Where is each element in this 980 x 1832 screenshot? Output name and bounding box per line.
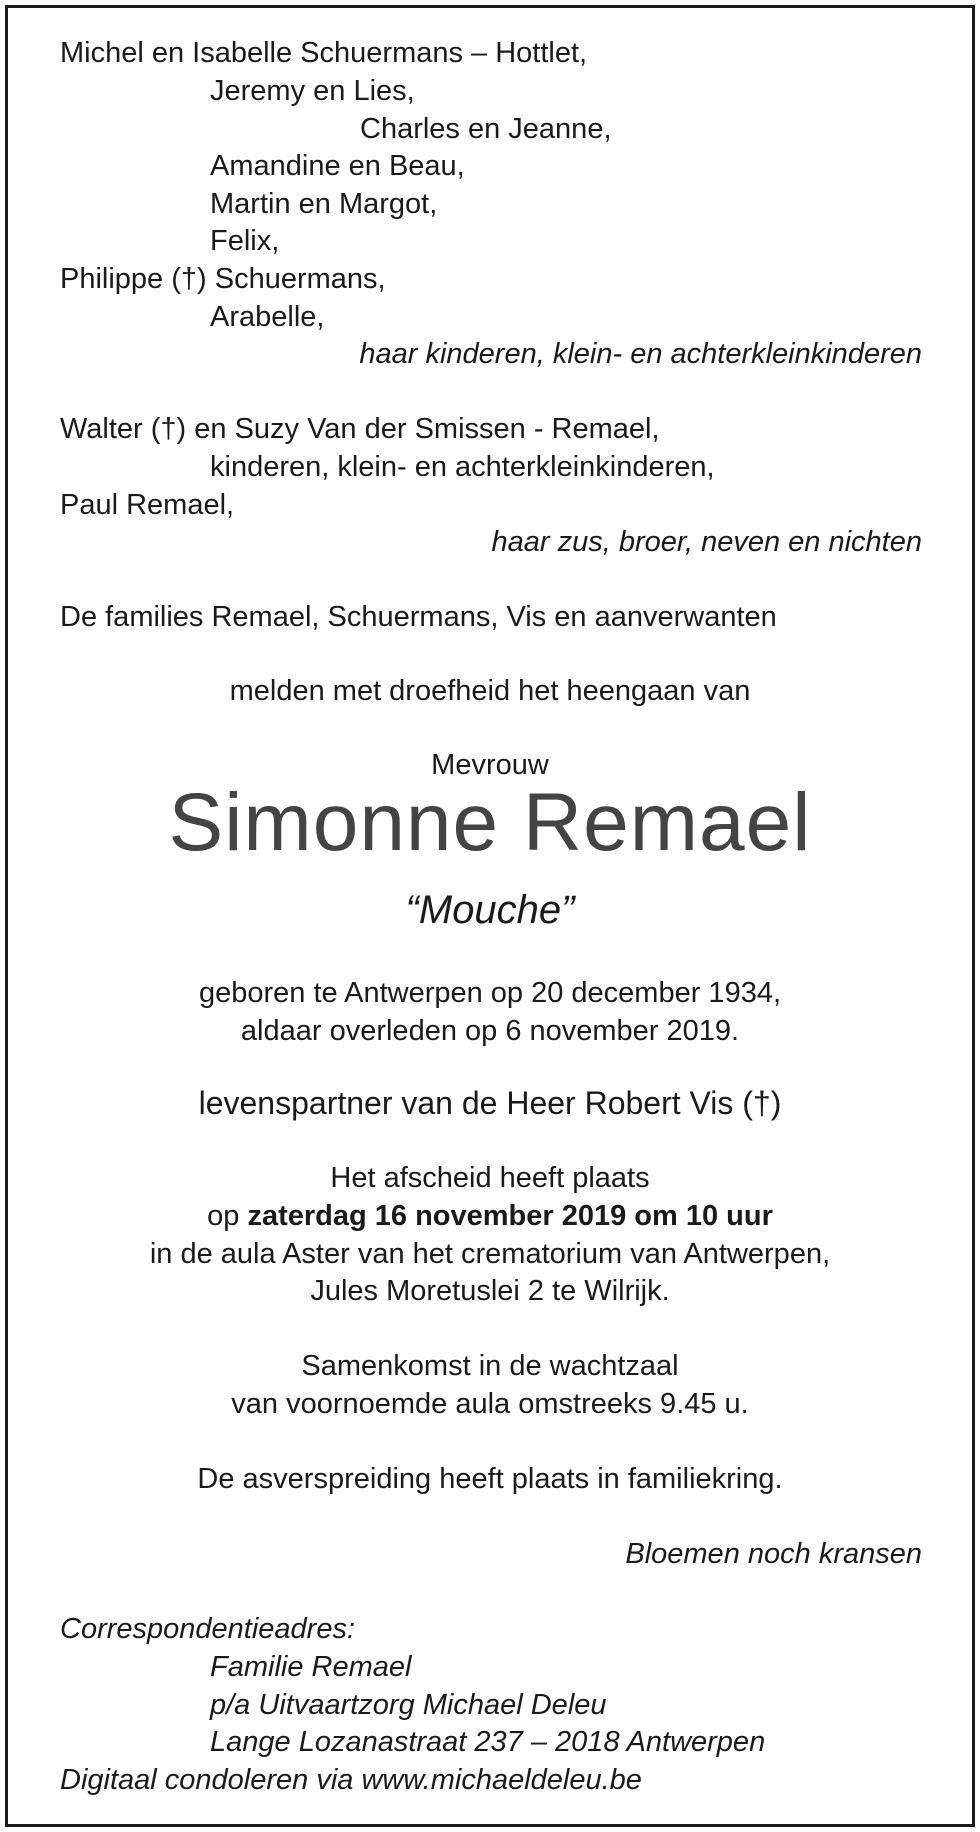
family2-line-2: kinderen, klein- en achterkleinkinderen,: [210, 451, 715, 483]
family-line-4: Amandine en Beau,: [210, 150, 465, 182]
farewell-prefix: op: [207, 1200, 248, 1232]
gathering-line-1: Samenkomst in de wachtzaal: [301, 1350, 679, 1382]
deceased-name: Simonne Remael: [168, 777, 812, 868]
death-line: aldaar overleden op 6 november 2019.: [240, 1015, 740, 1047]
gathering-line-2: van voornoemde aula omstreeks 9.45 u.: [231, 1388, 749, 1420]
correspondence-label: Correspondentieadres:: [60, 1613, 356, 1645]
farewell-datetime: zaterdag 16 november 2019 om 10 uur: [247, 1200, 773, 1232]
farewell-line-2: [0, 1197, 980, 1235]
family2-line-3: Paul Remael,: [60, 489, 235, 521]
family-line-7: Philippe (†) Schuermans,: [60, 263, 386, 295]
deceased-title: Mevrouw: [431, 749, 549, 781]
families-line: De families Remael, Schuermans, Vis en aanverwanten: [60, 601, 777, 633]
birth-line: geboren te Antwerpen op 20 december 1934,: [198, 977, 782, 1009]
announcement: melden met droefheid het heengaan van: [229, 675, 751, 707]
farewell-line-3: in de aula Aster van het crematorium van Antwerpen,: [149, 1238, 831, 1270]
farewell-line-4: Jules Moretuslei 2 te Wilrijk.: [310, 1275, 670, 1307]
family-line-8: Arabelle,: [210, 301, 325, 333]
farewell-line-1: Het afscheid heeft plaats: [330, 1162, 650, 1194]
family-line-1: Michel en Isabelle Schuermans – Hottlet,: [60, 37, 588, 69]
correspondence-line-3: Lange Lozanastraat 237 – 2018 Antwerpen: [210, 1726, 766, 1758]
ashes-line: De asverspreiding heeft plaats in familiekring.: [197, 1463, 783, 1495]
deceased-nickname: “Mouche”: [405, 888, 575, 932]
family-line-6: Felix,: [210, 225, 280, 257]
flowers-line: Bloemen noch kransen: [625, 1538, 922, 1570]
family2-line-1: Walter (†) en Suzy Van der Smissen - Remael,: [60, 413, 660, 445]
partner-line: levenspartner van de Heer Robert Vis (†): [198, 1085, 782, 1121]
family-line-2: Jeremy en Lies,: [210, 75, 415, 107]
family-line-3: Charles en Jeanne,: [360, 113, 612, 145]
family-relation-2: haar zus, broer, neven en nichten: [491, 526, 922, 558]
family-relation-1: haar kinderen, klein- en achterkleinkinderen: [359, 338, 922, 370]
correspondence-line-2: p/a Uitvaartzorg Michael Deleu: [210, 1689, 607, 1721]
correspondence-line-1: Familie Remael: [210, 1651, 412, 1683]
online-condolence: Digitaal condoleren via www.michaeldeleu.be: [60, 1764, 642, 1796]
family-line-5: Martin en Margot,: [210, 188, 438, 220]
